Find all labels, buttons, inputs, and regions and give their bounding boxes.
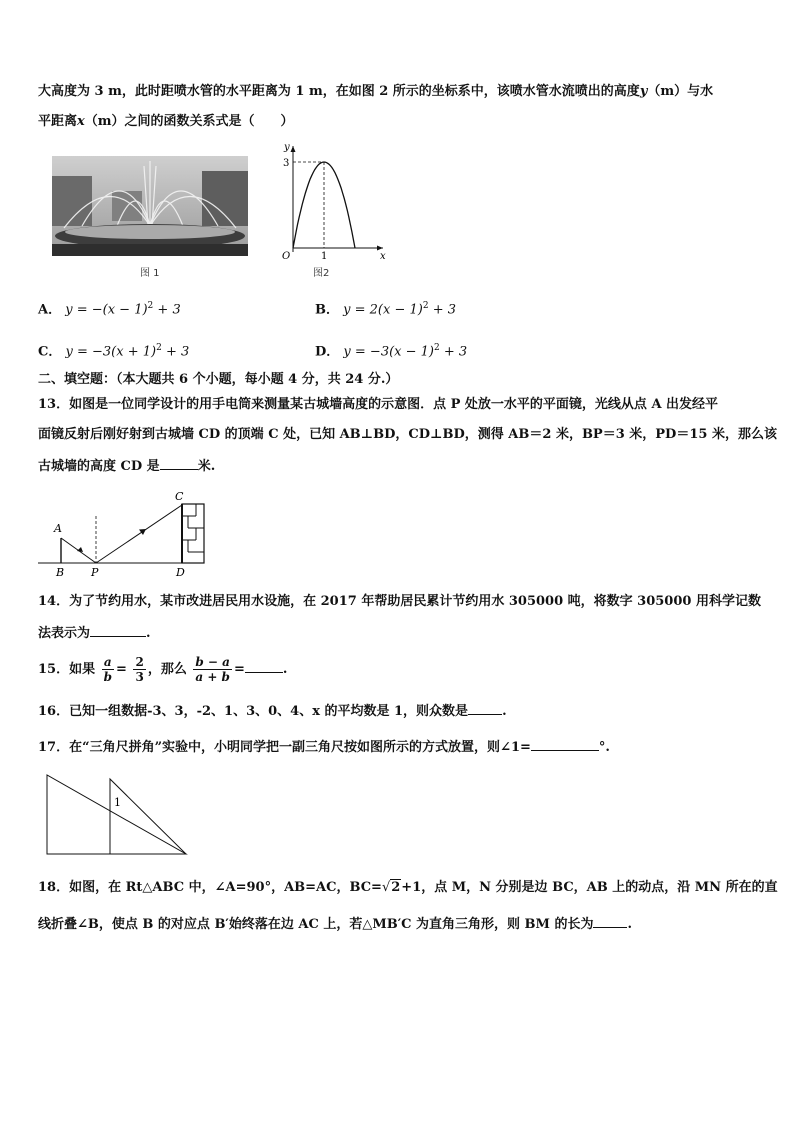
fig1-caption: 图 1 [140, 268, 160, 279]
q12-line1-tail: （m）与水 [647, 84, 714, 99]
q13-line3 [38, 455, 215, 477]
q17-tail: °. [598, 740, 610, 755]
q14-answer-blank[interactable] [90, 622, 146, 637]
label-C: C [175, 490, 184, 503]
option-d-exp: 2 [434, 343, 440, 353]
q13-line3-tail: 米. [197, 459, 216, 474]
parabola-graph [278, 140, 390, 265]
fountain-photo [52, 156, 248, 256]
q14-line2 [38, 622, 151, 644]
graph-peak-x-label: 1 [321, 251, 328, 262]
option-d[interactable] [315, 338, 467, 362]
option-a-tail: + 3 [153, 302, 181, 318]
q12-line2-text: 平距离 [38, 114, 78, 129]
option-c-exp: 2 [156, 343, 162, 353]
q16-text: 16．已知一组数据-3、3，-2、1、3、0、4、x 的平均数是 1，则众数是 [38, 704, 469, 719]
q18-sqrt-2: 2 [391, 880, 401, 895]
option-d-tail: + 3 [439, 344, 468, 360]
q13-line3-text: 古城墙的高度 CD 是 [38, 459, 160, 474]
q16-answer-blank[interactable] [468, 700, 502, 715]
q16-line [38, 700, 507, 722]
q17-line [38, 736, 610, 758]
q15-prefix: 15．如果 [38, 662, 96, 677]
q15-fraction-2-over-3: $\frac{2}{3}$ [135, 655, 144, 684]
q15-line: 15．如果 $\frac{a}{b}$ = $\frac{2}{3}$ ，那么 $\frac{b - a}{a + b}$ = . [38, 655, 288, 684]
graph-y-label: y [284, 142, 290, 153]
q13-answer-blank[interactable] [160, 455, 198, 470]
triangle-rulers-diagram [44, 772, 190, 858]
option-a[interactable] [38, 296, 181, 320]
q15-fraction-a-over-b: $\frac{a}{b}$ [103, 655, 113, 684]
graph-x-label: x [380, 251, 386, 262]
option-d-formula: y = −3(x − 1) [343, 344, 434, 360]
q12-var-y: y [639, 84, 648, 99]
option-d-label: D． [315, 344, 340, 360]
q12-line2-tail: （m）之间的函数关系式是（ ） [84, 114, 294, 129]
label-P: P [91, 566, 99, 579]
q12-line1 [38, 82, 713, 102]
q12-line2 [38, 112, 294, 132]
option-c-formula: y = −3(x + 1) [65, 344, 157, 360]
section-2-heading: 二、填空题：（本大题共 6 个小题，每小题 4 分，共 24 分.） [38, 372, 399, 387]
q16-tail: . [502, 704, 507, 719]
q18-line1-text: 18．如图，在 Rt△ABC 中，∠A=90°，AB=AC，BC= [38, 880, 382, 895]
q18-line2-tail: . [627, 917, 632, 932]
angle-1-label: 1 [114, 796, 121, 809]
q14-line1: 14．为了节约用水，某市改进居民用水设施，在 2017 年帮助居民累计节约用水 305000 吨，将数字 305000 用科学记数 [38, 594, 761, 609]
q12-var-x: x [77, 114, 85, 129]
q18-line2-text: 线折叠∠B，使点 B 的对应点 B′始终落在边 AC 上，若△MB′C 为直角三角形，则 BM 的长为 [38, 917, 594, 932]
q17-answer-blank[interactable] [531, 736, 599, 751]
q18-line1: 18．如图，在 Rt△ABC 中，∠A=90°，AB=AC，BC=√2+1，点 M，N 分别是边 BC，AB 上的动点，沿 MN 所在的直 [38, 880, 778, 895]
q18-answer-blank[interactable] [593, 913, 627, 928]
q13-line2: 面镜反射后刚好射到古城墙 CD 的顶端 C 处，已知 AB⊥BD，CD⊥BD，测得 AB＝2 米，BP＝3 米，PD＝15 米，那么该 [38, 427, 777, 442]
q15-mid: ，那么 [147, 662, 187, 677]
q14-line2-tail: . [146, 626, 151, 641]
option-b-tail: + 3 [428, 302, 456, 318]
q15-fraction-expression: $\frac{b - a}{a + b}$ [195, 655, 230, 684]
option-a-label: A． [38, 302, 62, 318]
fig2-caption: 图2 [313, 268, 330, 279]
q15-tail: = [233, 662, 245, 677]
label-D: D [176, 566, 185, 579]
option-b-exp: 2 [422, 301, 429, 311]
graph-peak-y-label: 3 [283, 158, 290, 169]
option-a-exp: 2 [147, 301, 154, 311]
q13-line1: 13．如图是一位同学设计的用手电筒来测量某古城墙高度的示意图．点 P 处放一水平的平面镜，光线从点 A 出发经平 [38, 397, 719, 412]
option-b-formula: y = 2(x − 1) [343, 302, 423, 318]
option-c-label: C． [38, 344, 62, 360]
q12-line1-text: 大高度为 3 m，此时距喷水管的水平距离为 1 m，在如图 2 所示的坐标系中，该喷水管水流喷出的高度 [38, 84, 640, 99]
option-b[interactable] [315, 296, 456, 320]
label-A: A [54, 522, 62, 535]
q14-line2-text: 法表示为 [38, 626, 91, 641]
label-B: B [56, 566, 65, 579]
option-c[interactable] [38, 338, 189, 362]
option-b-label: B． [315, 302, 339, 318]
q17-text: 17．在“三角尺拼角”实验中，小明同学把一副三角尺按如图所示的方式放置，则∠1= [38, 740, 531, 755]
q18-line1-tail: +1，点 M，N 分别是边 BC，AB 上的动点，沿 MN 所在的直 [401, 880, 778, 895]
option-a-formula: y = −(x − 1) [65, 302, 148, 318]
q15-equals: = [116, 662, 127, 677]
q18-line2 [38, 913, 632, 935]
q15-answer-blank[interactable] [245, 658, 283, 673]
city-wall-diagram [36, 488, 206, 580]
option-c-tail: + 3 [161, 344, 190, 360]
graph-origin: O [282, 251, 291, 262]
